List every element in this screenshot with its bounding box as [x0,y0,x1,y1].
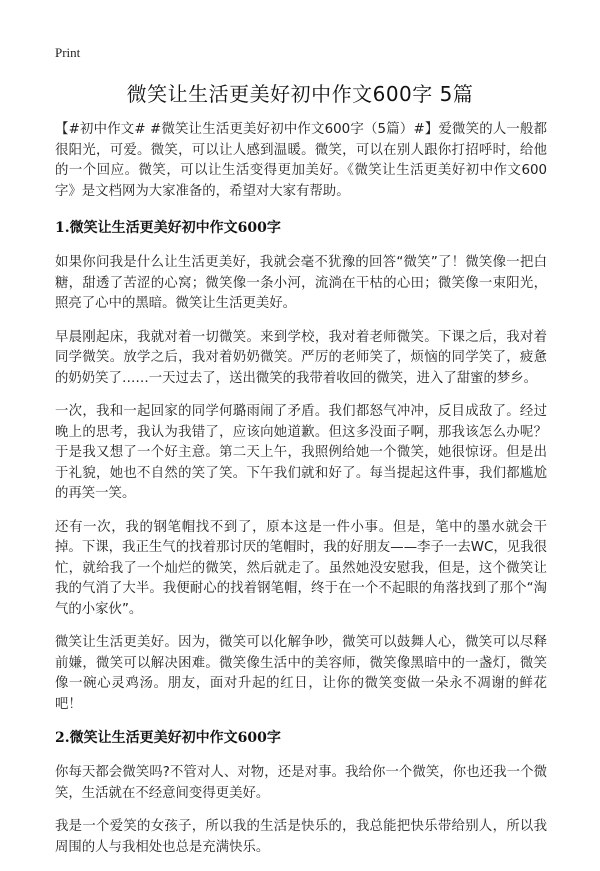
paragraph: 还有一次，我的钢笔帽找不到了，原本这是一件小事。但是，笔中的墨水就会干掉。下课，我正生气的找着那讨厌的笔帽时，我的好朋友——李子一去WC，见我很忙，就给我了一个灿烂的微笑，然后就走了。虽然她没安慰我，但是，这个微笑让我的气消了大半。我便耐心的找着钢笔帽，终于在一个不起眼的角落找到了那个“淘气的小家伙”。 [55,519,547,617]
print-label: Print [55,45,81,60]
document-body [55,120,547,871]
section-heading-1: 1.微笑让生活更美好初中作文600字 [55,220,281,236]
paragraph: 早晨刚起床，我就对着一切微笑。来到学校，我对着老师微笑。下课之后，我对着同学微笑。放学之后，我对着奶奶微笑。严厉的老师笑了，烦恼的同学笑了，疲惫的奶奶笑了……一天过去了，送出微笑的我带着收回的微笑，进入了甜蜜的梦乡。 [55,329,547,386]
intro-paragraph: 【#初中作文# #微笑让生活更美好初中作文600字（5篇）#】爱微笑的人一般都很阳光，可爱。微笑，可以让人感到温暖。微笑，可以在别人跟你打招呼时，给他的一个回应。微笑，可以让生活变得更加美好。《微笑让生活更美好初中作文600字》是文档网为大家准备的，希望对大家有帮助。 [55,122,547,199]
paragraph: 微笑让生活更美好。因为，微笑可以化解争吵，微笑可以鼓舞人心，微笑可以尽释前嫌，微笑可以解决困难。微笑像生活中的美容师，微笑像黑暗中的一盏灯，微笑像一碗心灵鸡汤。朋友，面对升起的红日，让你的微笑变做一朵永不凋谢的鲜花吧！ [55,635,547,712]
page-title: 微笑让生活更美好初中作文600字 5篇 [126,82,474,106]
paragraph: 一次，我和一起回家的同学何璐雨闹了矛盾。我们都怒气冲冲，反目成敌了。经过晚上的思考，我认为我错了，应该向她道歉。但这多没面子啊，那我该怎么办呢？于是我又想了一个好主意。第二天上午，我照例给她一个微笑，她很惊讶。但是出于礼貌，她也不自然的笑了笑。下午我们就和好了。每当提起这件事，我们都尴尬的再笑一笑。 [55,404,547,501]
paragraph: 如果你问我是什么让生活更美好，我就会毫不犹豫的回答“微笑”了！微笑像一把白糖，甜透了苦涩的心窝；微笑像一条小河，流淌在干枯的心田；微笑像一束阳光，照亮了心中的黑暗。微笑让生活更美好。 [55,255,547,311]
paragraph: 我是一个爱笑的女孩子，所以我的生活是快乐的，我总能把快乐带给别人，所以我周围的人与我相处也总是充满快乐。 [55,819,547,855]
section-heading-2: 2.微笑让生活更美好初中作文600字 [55,730,281,746]
paragraph: 你每天都会微笑吗?不管对人、对物，还是对事。我给你一个微笑，你也还我一个微笑，生活就在不经意间变得更美好。 [55,765,547,801]
